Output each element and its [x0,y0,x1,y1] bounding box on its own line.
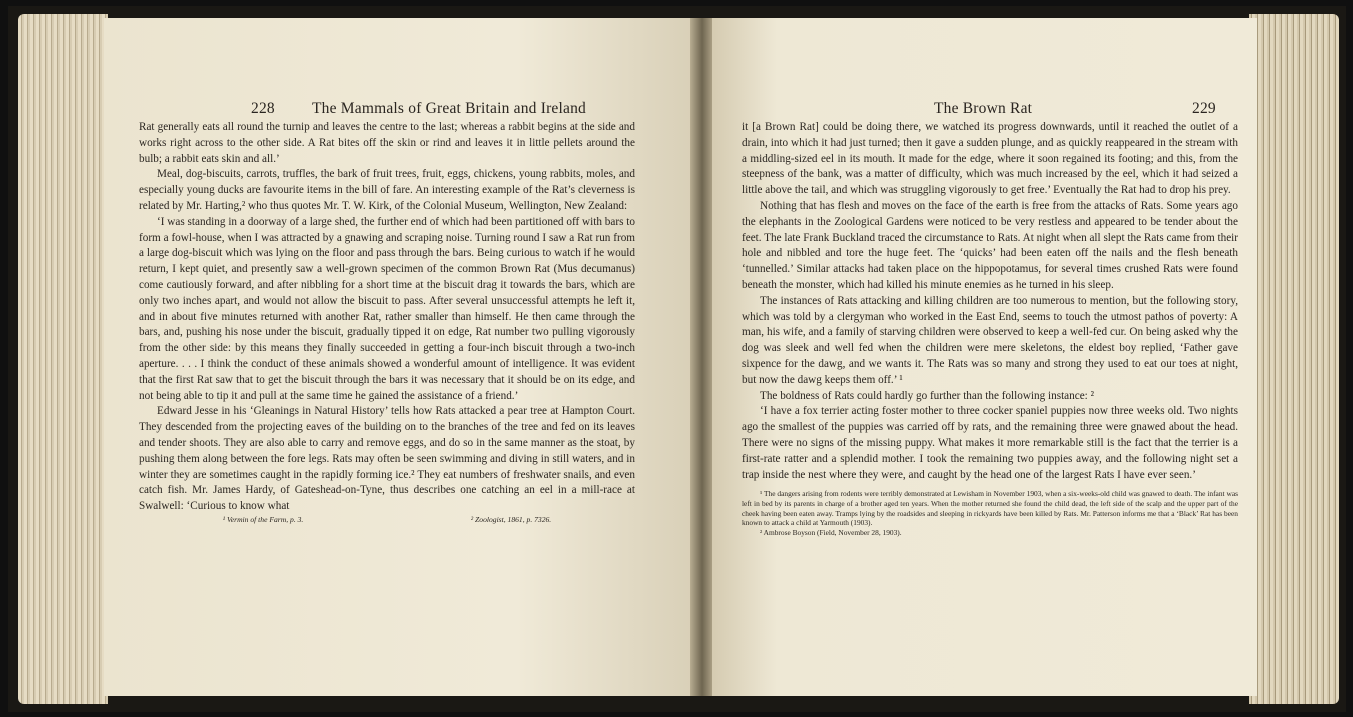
footnote: ¹ Vermin of the Farm, p. 3. [222,514,304,524]
paragraph: Nothing that has flesh and moves on the face of the earth is free from the attacks of Rats. Some years ago the elephants in the Zoological Gardens were noticed to be very restless and appeared to be tender about the feet. The late Frank Buckland traced the circumstance to Rats. At night when all slept the Rats came from their hole and nibbled and tore the huge feet. The ‘quicks’ had been eaten off the nails and the flesh beneath ‘tunnelled.’ Similar attacks had taken place on the hippopotamus, for several times crushed Rats were found beneath the monster, which had killed his minute enemies as he turned in his sleep. [742,199,1238,291]
footnote: ¹ The dangers arising from rodents were terribly demonstrated at Lewisham in November 1903, when a six-weeks-old child was gnawed to death. The infant was left in bed by its parents in charge of a brother aged ten years. When the mother returned she found the child dead, the left side of the scalp and the upper part of the cheek having been eaten away. Tramps lying by the roadsides and sleeping in rickyards have been killed by Rats. Mr. Patterson informs me that a ‘Black’ Rat has been known to attack a child at Yarmouth (1903). [742,489,1238,528]
paragraph: The boldness of Rats could hardly go further than the following instance: ² [760,389,1094,402]
paragraph: The instances of Rats attacking and killing children are too numerous to mention, but the following story, which was told by a clergyman who worked in the East End, seems to touch the utmost pathos of poverty: A man, his wife, and a family of starving children were observed to keep a well-fed cur. On being asked why the dog was sleek and well fed when the children were mere skeletons, the eldest boy replied, ‘Father gave sixpence for the dawg, and we wants it. The Rats was so many and strong they used to eat our toes at night, but now the dawg keeps them off.’ ¹ [742,294,1238,386]
book-gutter [690,18,714,696]
page-number: 229 [1192,100,1216,117]
body-text [742,120,1238,537]
right-page [712,18,1257,696]
paragraph: ‘I have a fox terrier acting foster mother to three cocker spaniel puppies now three weeks old. Two nights ago the smallest of the puppies was carried off by rats, and the remaining three were gnawed about the head. There were no signs of the missing puppy. What makes it more remarkable still is the fact that the terrier is a first-rate ratter and a splendid mother. I took the remaining two puppies away, and the following night set a trap inside the nest where they were, and caught by the head one of the largest Rats I have ever seen.’ [742,405,1238,481]
body-text [139,120,635,525]
paragraph: ‘I was standing in a doorway of a large shed, the further end of which had been partitioned off with bars to form a fowl-house, when I was attracted by a gnawing and scraping noise. Turning round I saw a Rat run from a large dog-biscuit which was lying on the floor and pass through the bars. Being curious to watch if he would return, I kept quiet, and presently saw a well-grown specimen of the common Brown Rat (Mus decumanus) come cautiously forward, and after nibbling for a short time at the biscuit drag it towards the bars, which are only two inches apart, and would not allow the biscuit to pass. After several unsuccessful attempts he left it, and in about five minutes returned with another Rat, rather smaller than himself. He then came through the bars, and, pushing his nose under the biscuit, gradually tipped it on edge, Rat number two pulling vigorously from the other side: by this means they finally succeeded in getting a four-inch biscuit through a two-inch aperture. . . . I think the conduct of these animals showed a wonderful amount of intelligence. It was evident that the first Rat saw that to get the biscuit through the bars it was necessary that it should be on its edge, and not being able to tip it and pull at the same time he gained the assistance of a friend.’ [139,215,635,402]
footnote: ² Zoologist, 1861, p. 7326. [470,514,552,524]
running-title: The Mammals of Great Britain and Ireland [312,100,586,117]
running-title: The Brown Rat [934,100,1033,117]
paragraph: it [a Brown Rat] could be doing there, we watched its progress downwards, until it reached the outlet of a drain, into which it had just turned; then it gave a sudden plunge, and as quickly reappeared in the stream with a middling-sized eel in its mouth. It made for the edge, where it soon regained its footing; and this, from the steepness of the bank, was a matter of difficulty, which was much increased by the eel, which it had seized a little above the tail, and which was struggling vigorously to get free.’ Eventually the Rat had to drop his prey. [742,121,1238,197]
left-page [104,18,692,696]
footnote: ² Ambrose Boyson (Field, November 28, 1903). [760,527,902,537]
footnote-divider [742,486,1238,487]
paragraph: Rat generally eats all round the turnip and leaves the centre to the last; whereas a rabbit begins at the side and works right across to the other side. A Rat bites off the skin or rind and leaves it in little pellets around the bulb; a rabbit eats skin and all.’ [139,121,635,165]
left-page-edges [18,14,108,704]
paragraph: Meal, dog-biscuits, carrots, truffles, the bark of fruit trees, fruit, eggs, chickens, young rabbits, moles, and especially young ducks are favourite items in the bill of fare. An interesting example of the Rat’s cleverness is related by Mr. Harting,² who thus quotes Mr. T. W. Kirk, of the Colonial Museum, Wellington, New Zealand: [139,168,635,212]
footnotes [139,515,635,525]
right-page-edges [1249,14,1339,704]
paragraph: Edward Jesse in his ‘Gleanings in Natural History’ tells how Rats attacked a pear tree at Hampton Court. They descended from the projecting eaves of the building on to the branches of the tree and fed on its leaves and tender shoots. They are also able to carry and remove eggs, and do so in the same manner as the stoat, by pushing them along between the fore legs. Rats may often be seen swimming and diving in still waters, and in winter they are sometimes caught in the rapidly forming ice.² They eat numbers of freshwater snails, and even catch fish. Mr. James Hardy, of Gateshead-on-Tyne, thus describes one catching an eel in a mill-race at Swalwell: ‘Curious to know what [139,405,635,513]
page-number: 228 [251,100,275,117]
